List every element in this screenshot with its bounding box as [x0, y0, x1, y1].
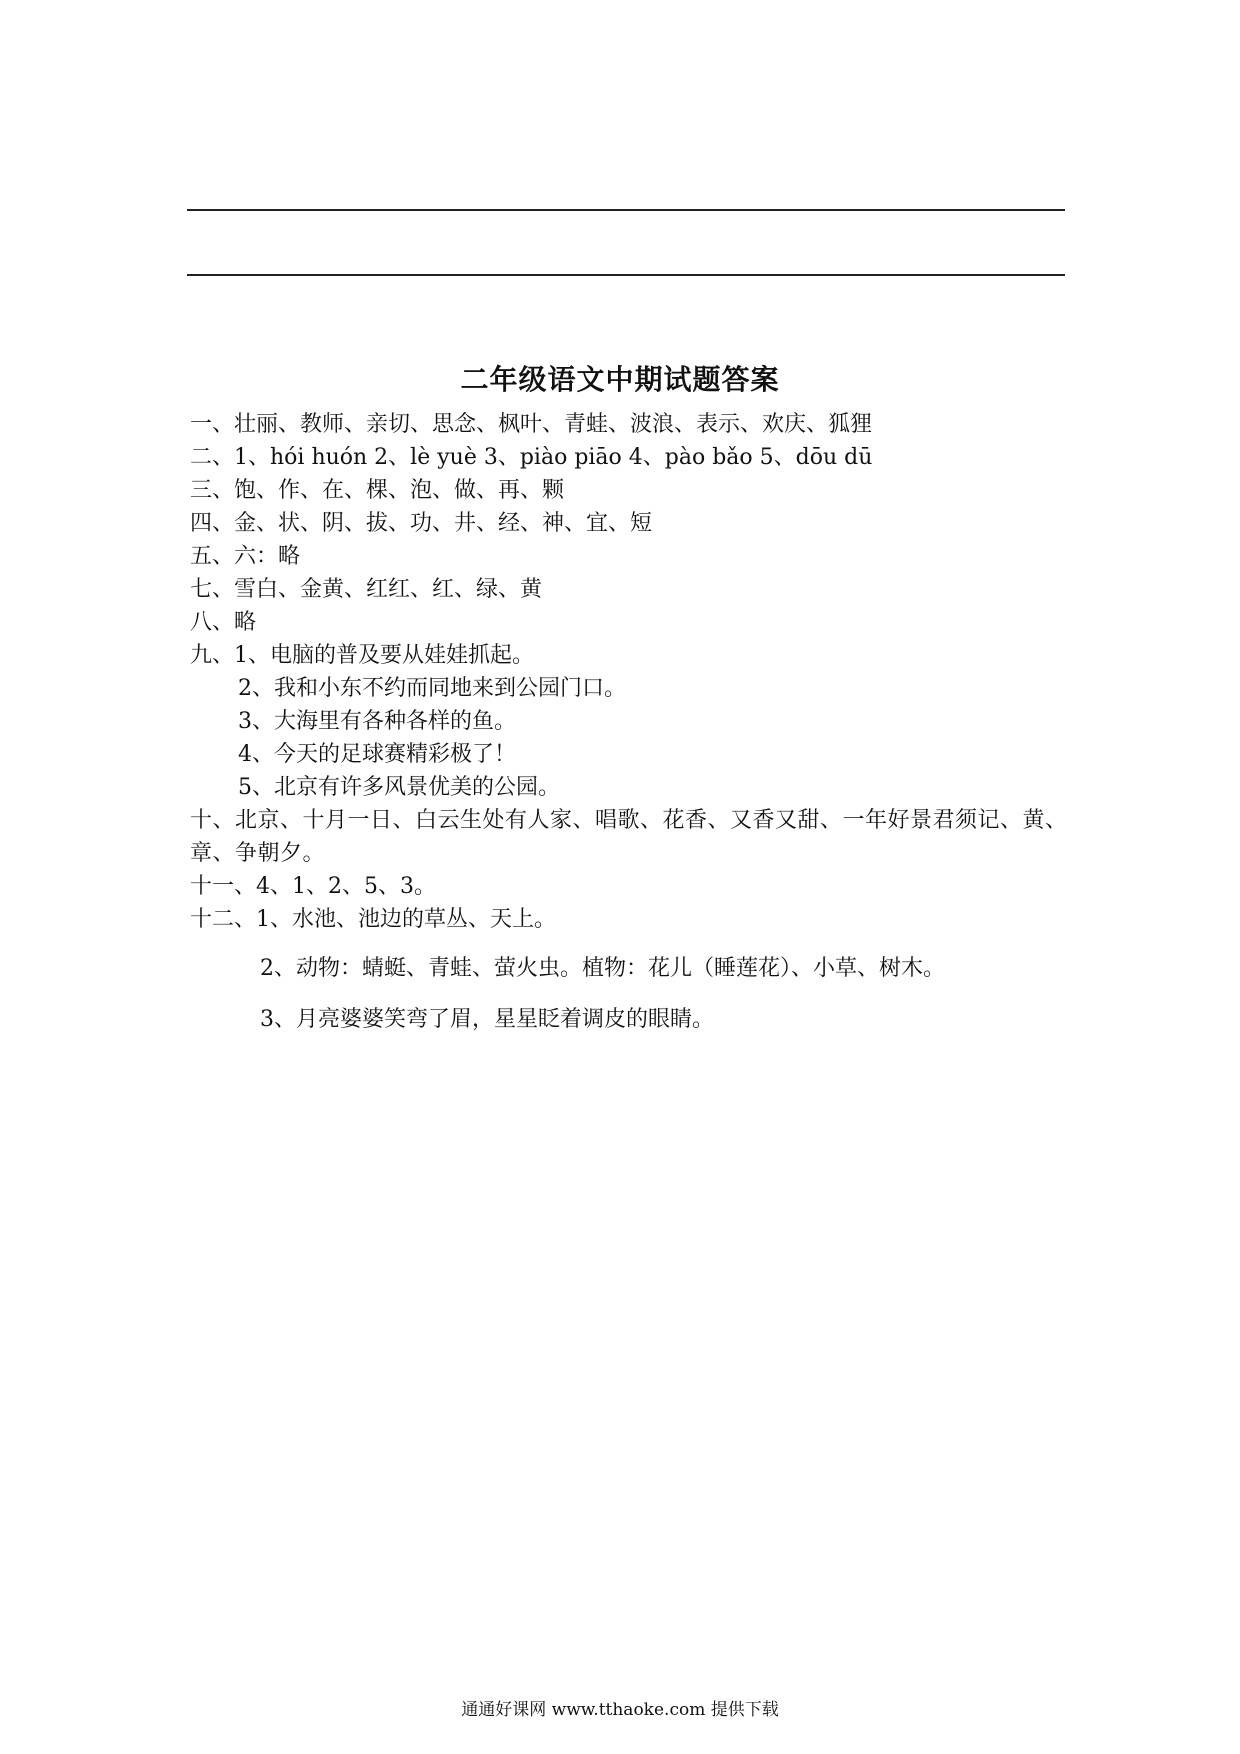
- footer-source: 通通好课网 www.tthaoke.com 提供下载: [461, 1700, 779, 1720]
- answer-7: 七、雪白、金黄、红红、红、绿、黄: [190, 577, 543, 602]
- answer-12-1: 十二、1、水池、池边的草丛、天上。: [190, 907, 556, 932]
- answer-8: 八、略: [190, 610, 257, 635]
- answer-9-4: 4、今天的足球赛精彩极了！: [238, 742, 516, 767]
- answer-4: 四、金、状、阴、拔、功、井、经、神、宜、短: [190, 511, 653, 536]
- answer-3: 三、饱、作、在、棵、泡、做、再、颗: [190, 478, 565, 503]
- answer-1: 一、壮丽、教师、亲切、思念、枫叶、青蛙、波浪、表示、欢庆、狐狸: [190, 412, 873, 437]
- page-title: 二年级语文中期试题答案: [460, 363, 780, 396]
- header-rule-bottom: [187, 274, 1065, 276]
- answer-12-2: 2、动物：蜻蜓、青蛙、萤火虫。植物：花儿（睡莲花）、小草、树木。: [260, 956, 945, 981]
- answer-12-3: 3、月亮婆婆笑弯了眉，星星眨着调皮的眼睛。: [260, 1007, 714, 1032]
- answer-9-1: 九、1、电脑的普及要从娃娃抓起。: [190, 643, 534, 668]
- answer-9-5: 5、北京有许多风景优美的公园。: [238, 775, 560, 800]
- answer-11: 十一、4、1、2、5、3。: [190, 874, 436, 899]
- answer-5-6: 五、六：略: [190, 544, 301, 569]
- answer-10: 十、北京、十月一日、白云生处有人家、唱歌、花香、又香又甜、一年好景君须记、黄、章、争朝夕。: [190, 808, 1068, 866]
- answer-2: 二、1、hói huón 2、lè yuè 3、piào piāo 4、pào bǎo 5、dōu dū: [190, 445, 873, 470]
- header-rule-top: [187, 209, 1065, 211]
- answer-9-2: 2、我和小东不约而同地来到公园门口。: [238, 676, 626, 701]
- answer-list: [190, 408, 1070, 1036]
- answer-9-3: 3、大海里有各种各样的鱼。: [238, 709, 516, 734]
